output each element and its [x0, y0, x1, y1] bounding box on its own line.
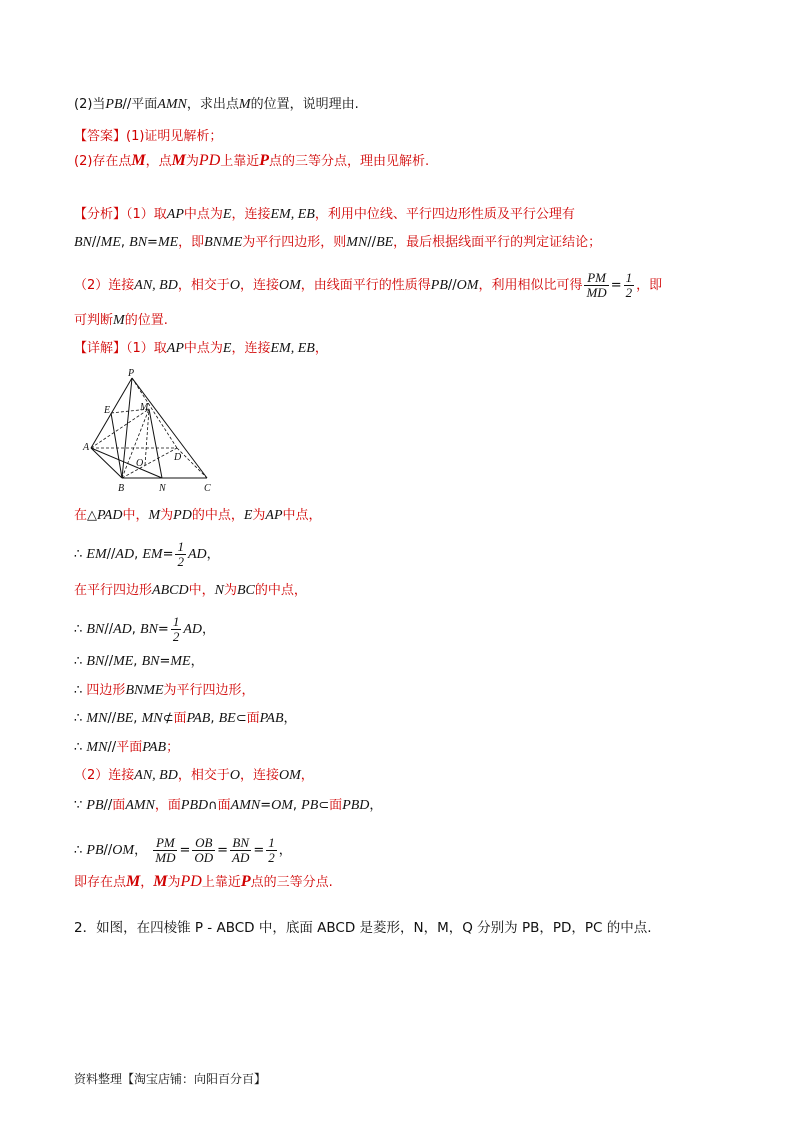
math: ,	[120, 235, 130, 250]
math: PD	[173, 508, 192, 523]
text: 点的三等分点.	[250, 875, 333, 890]
therefore-symbol: ∴	[74, 622, 83, 637]
math: //	[447, 278, 457, 293]
label-b: B	[118, 483, 125, 494]
text: ，利用相似比可得	[478, 278, 583, 293]
math: AN, BD	[134, 768, 178, 783]
math: ,	[134, 547, 143, 562]
text: 的中点，	[254, 583, 307, 598]
text: （2）连接	[74, 278, 135, 293]
footer-source: 资料整理【淘宝店铺：向阳百分百】	[74, 1072, 267, 1086]
math: AMN	[125, 798, 155, 813]
therefore-symbol: ∴	[74, 683, 83, 698]
text: ，求出点	[186, 97, 239, 112]
math: =	[217, 843, 229, 858]
detail-line-1	[74, 339, 328, 359]
math: PBD	[342, 798, 370, 813]
math: PB	[301, 798, 319, 813]
text: （1）取	[126, 341, 167, 356]
text: 上靠近	[201, 875, 241, 890]
detail-line-3	[74, 540, 220, 569]
math: PAB	[186, 711, 211, 726]
analysis-line-2	[74, 233, 601, 253]
detail-line-4	[74, 581, 307, 601]
detail-line-11	[74, 796, 382, 816]
text: 面	[217, 798, 231, 813]
numerator: PM	[584, 271, 608, 286]
fraction-half	[624, 271, 635, 300]
fraction-ob-od	[192, 836, 215, 865]
numerator: 1	[625, 270, 633, 285]
because-symbol: ∵	[74, 798, 83, 813]
math: PAB	[259, 711, 284, 726]
math: PB	[430, 278, 448, 293]
detail-line-10	[74, 766, 314, 786]
math: BE	[116, 711, 134, 726]
text: 可判断	[74, 313, 114, 328]
math: ∩	[208, 798, 218, 813]
math: MN	[86, 740, 108, 755]
text: ，相交于	[177, 768, 230, 783]
math: AMN	[157, 97, 187, 112]
text: （1）取	[126, 207, 167, 222]
math: BE	[218, 711, 236, 726]
math: MN	[86, 711, 108, 726]
fraction-pm-md	[153, 836, 177, 865]
detail-line-12	[74, 836, 292, 865]
text: ，	[206, 547, 220, 562]
text: ，	[201, 622, 215, 637]
math: E	[222, 341, 232, 356]
text: ，	[283, 711, 297, 726]
numerator: OB	[192, 836, 215, 851]
text: ，面	[154, 798, 181, 813]
text: 平面	[131, 97, 158, 112]
text: ，连接	[239, 768, 279, 783]
math: =	[159, 654, 171, 669]
math: OM	[279, 278, 301, 293]
math: BN	[140, 622, 158, 637]
denominator: MD	[586, 285, 607, 300]
math: P	[259, 152, 270, 169]
text: ，即	[636, 278, 663, 293]
math: =	[260, 798, 272, 813]
math: M	[238, 97, 251, 112]
label-d: D	[174, 452, 182, 463]
numerator: 1	[177, 539, 184, 554]
math: BC	[236, 583, 255, 598]
math: EM, EB	[270, 207, 315, 222]
analysis-line-4	[74, 311, 168, 331]
text: (1)证明见解析；	[126, 129, 223, 144]
text: ，连接	[239, 278, 279, 293]
text: (2)当	[74, 97, 106, 112]
text: ，	[134, 843, 148, 858]
denominator: 2	[177, 554, 184, 569]
text: （2）连接	[74, 768, 135, 783]
segment-bd	[122, 448, 177, 478]
math: MN	[141, 711, 163, 726]
numerator: 1	[172, 614, 180, 629]
math: BE	[376, 235, 394, 250]
text: 面	[329, 798, 343, 813]
text: 平面	[116, 740, 143, 755]
therefore-symbol: ∴	[74, 843, 83, 858]
denominator: 2	[172, 629, 180, 644]
math: //	[91, 235, 101, 250]
therefore-symbol: ∴	[74, 711, 83, 726]
math: OM	[112, 843, 135, 858]
math: AD	[187, 547, 207, 562]
therefore-symbol: ∴	[74, 654, 83, 669]
label-a: A	[83, 442, 90, 453]
text: 的中点，	[191, 508, 244, 523]
math: ,	[292, 798, 302, 813]
therefore-symbol: ∴	[74, 547, 83, 562]
math: ⊂	[318, 798, 330, 813]
detail-line-13	[74, 872, 333, 893]
text: (2)存在点	[74, 154, 132, 169]
math: ME	[100, 235, 121, 250]
label-o: O	[136, 458, 144, 469]
text: ，利用中位线、平行四边形性质及平行公理有	[314, 207, 575, 222]
math: M	[171, 152, 186, 169]
math: ABCD	[152, 583, 189, 598]
math: //	[104, 622, 114, 637]
edge-pc	[132, 378, 207, 478]
text: 四边形	[86, 683, 126, 698]
text: 中点为	[183, 341, 223, 356]
text: 的位置.	[124, 313, 168, 328]
math: //	[103, 798, 113, 813]
answer-line-1	[74, 127, 222, 147]
math: M	[113, 313, 125, 328]
label-e: E	[104, 405, 111, 416]
label-c: C	[204, 483, 211, 494]
text: 面	[246, 711, 260, 726]
math: M	[126, 873, 141, 890]
math: BN	[129, 235, 148, 250]
math: AD	[113, 622, 132, 637]
denominator: 2	[625, 285, 633, 300]
text: 中，	[188, 583, 215, 598]
denominator: OD	[194, 850, 214, 865]
math: //	[367, 235, 377, 250]
math: AP	[265, 508, 283, 523]
analysis-line-3	[74, 271, 662, 300]
text: 在平行四边形	[74, 583, 153, 598]
text: 中点为	[183, 207, 223, 222]
math: PAD	[97, 508, 123, 523]
math: ⊂	[235, 711, 247, 726]
segment-mn	[149, 409, 162, 478]
problem-2: 2．如图，在四棱锥 P - ABCD 中，底面 ABCD 是菱形，N，M，Q 分别为 PB，PD，PC 的中点.	[74, 920, 652, 936]
segment-am	[91, 409, 149, 448]
math: EM	[142, 547, 163, 562]
numerator: PM	[153, 836, 177, 851]
math: PAB	[142, 740, 167, 755]
math: △	[87, 508, 98, 523]
text: ，即	[178, 235, 205, 250]
fraction-bn-ad	[230, 836, 251, 865]
detail-tag: 【详解】	[74, 341, 127, 356]
question-part-2	[74, 95, 359, 115]
math: PB	[86, 798, 104, 813]
text: ，相交于	[177, 278, 230, 293]
math: ⊄	[162, 711, 174, 726]
fraction-half	[175, 540, 186, 569]
math: PB	[105, 97, 123, 112]
math: BN	[86, 622, 105, 637]
math: AP	[166, 341, 184, 356]
math: BNME	[125, 683, 164, 698]
numerator: 1	[268, 835, 275, 850]
analysis-tag: 【分析】	[74, 207, 127, 222]
math: BN	[74, 235, 92, 250]
math: O	[229, 768, 240, 783]
denominator: AD	[232, 850, 250, 865]
math: N	[214, 583, 224, 598]
text: ；	[166, 740, 180, 755]
text: ，	[190, 654, 204, 669]
math: EM	[86, 547, 107, 562]
math: ,	[133, 711, 142, 726]
math: AN, BD	[134, 278, 178, 293]
text: 为	[252, 508, 266, 523]
math: ME	[113, 654, 134, 669]
detail-line-9	[74, 738, 179, 758]
math: M	[131, 152, 146, 169]
math: PD	[198, 152, 221, 169]
text: ，	[278, 843, 292, 858]
text: ，点	[145, 154, 172, 169]
math: ,	[210, 711, 219, 726]
answer-tag: 【答案】	[74, 129, 127, 144]
math: E	[222, 207, 232, 222]
text: 点的三等分点，理由见解析.	[269, 154, 430, 169]
text: 面	[112, 798, 126, 813]
text: 的位置，说明理由.	[250, 97, 359, 112]
math: =	[147, 235, 158, 250]
math: =	[610, 278, 622, 293]
label-n: N	[159, 483, 166, 494]
math: PD	[180, 873, 202, 890]
detail-line-6	[74, 652, 204, 672]
math: //	[107, 711, 117, 726]
text: 为	[185, 154, 199, 169]
text: ，	[140, 875, 154, 890]
math: //	[107, 740, 117, 755]
detail-line-2	[74, 506, 322, 526]
math: PBD	[180, 798, 209, 813]
pyramid-figure	[74, 368, 224, 498]
text: 为	[167, 875, 181, 890]
math: //	[122, 97, 132, 112]
fraction-half	[266, 836, 277, 865]
text: 即存在点	[74, 875, 127, 890]
text: 面	[173, 711, 187, 726]
math: AD	[183, 622, 202, 637]
math: ,	[133, 654, 142, 669]
segment-eb	[111, 413, 122, 478]
fraction-pm-md	[584, 271, 608, 300]
segment-an	[91, 448, 162, 478]
math: OM	[456, 278, 479, 293]
text: ，最后根据线面平行的判定证结论；	[393, 235, 602, 250]
math: OM	[279, 768, 301, 783]
math: E	[243, 508, 253, 523]
math: AP	[166, 207, 184, 222]
text: 中，	[122, 508, 149, 523]
text: 上靠近	[220, 154, 260, 169]
detail-line-8	[74, 709, 297, 729]
text: 在	[74, 508, 88, 523]
math: P	[240, 873, 251, 890]
detail-line-7	[74, 681, 255, 701]
denominator: 2	[268, 850, 275, 865]
math: =	[162, 547, 174, 562]
math: OM	[271, 798, 293, 813]
text: 为	[160, 508, 174, 523]
math: PB	[86, 843, 104, 858]
math: =	[179, 843, 191, 858]
math: AMN	[230, 798, 261, 813]
text: 为平行四边形，则	[242, 235, 347, 250]
text: ，连接	[231, 341, 271, 356]
math: ,	[131, 622, 141, 637]
math: //	[104, 654, 114, 669]
text: ，	[300, 768, 314, 783]
math: BNME	[204, 235, 243, 250]
math: ME	[157, 235, 179, 250]
text: ，	[314, 341, 328, 356]
math: M	[148, 508, 161, 523]
numerator: BN	[230, 836, 251, 851]
text: 为平行四边形，	[163, 683, 255, 698]
math: =	[253, 843, 265, 858]
math: BN	[86, 654, 105, 669]
label-m: M	[140, 402, 149, 413]
therefore-symbol: ∴	[74, 740, 83, 755]
math: =	[157, 622, 169, 637]
fraction-half	[171, 615, 182, 644]
label-p: P	[128, 368, 135, 379]
math: //	[106, 547, 116, 562]
text: ，	[369, 798, 383, 813]
text: ，由线面平行的性质得	[300, 278, 431, 293]
denominator: MD	[155, 850, 176, 865]
detail-line-5	[74, 615, 215, 644]
text: 为	[223, 583, 237, 598]
edge-dc	[177, 448, 207, 478]
math: EM, EB	[270, 341, 315, 356]
math: M	[153, 873, 168, 890]
math: AD	[115, 547, 135, 562]
answer-line-2	[74, 151, 429, 172]
text: ，连接	[231, 207, 271, 222]
math: //	[103, 843, 113, 858]
text: 中点，	[282, 508, 322, 523]
analysis-line-1	[74, 205, 575, 225]
math: ME	[170, 654, 191, 669]
math: BN	[141, 654, 160, 669]
math: MN	[346, 235, 368, 250]
math: O	[229, 278, 240, 293]
